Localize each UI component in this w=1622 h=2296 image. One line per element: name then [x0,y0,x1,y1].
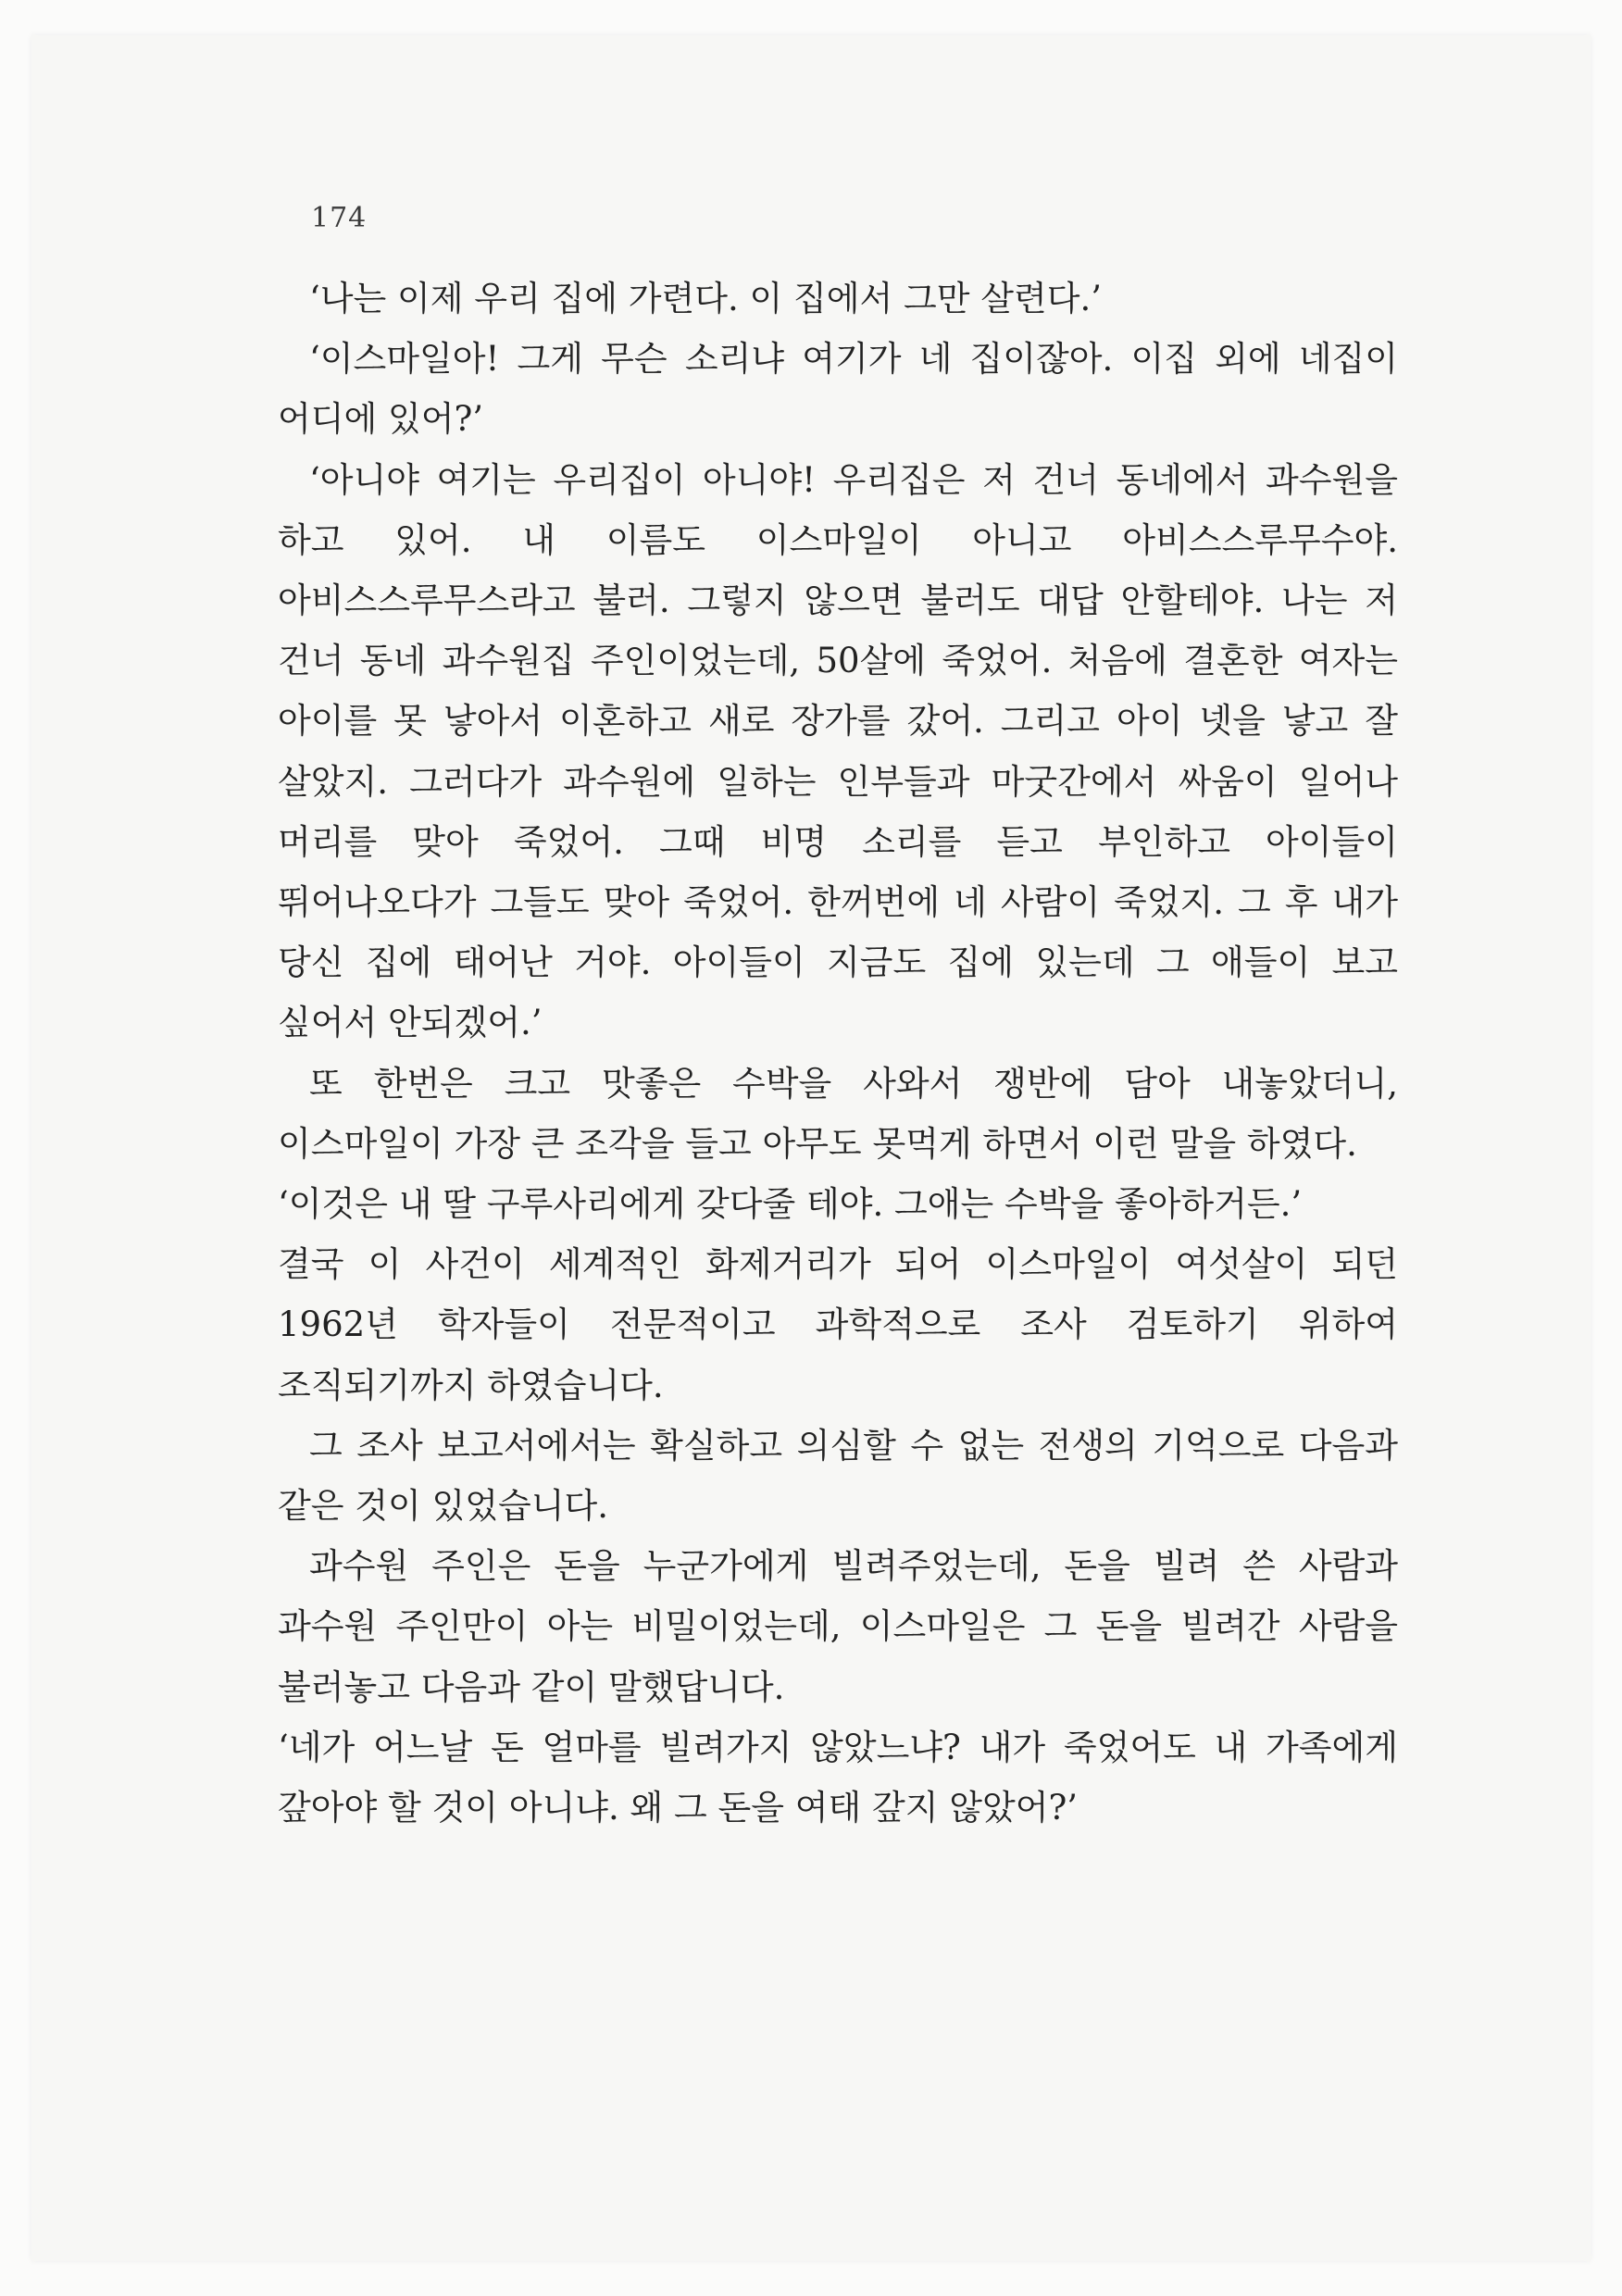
paragraph: 그 조사 보고서에서는 확실하고 의심할 수 없는 전생의 기억으로 다음과 같은 것이 있었습니다. [278,1425,1398,1527]
paragraph: 결국 이 사건이 세계적인 화제거리가 되어 이스마일이 여섯살이 되던 1962년 학자들이 전문적이고 과학적으로 조사 검토하기 위하여 조직되기까지 하였습니다. [278,1244,1398,1405]
paragraph: ‘이스마일아! 그게 무슨 소리냐 여기가 네 집이잖아. 이집 외에 네집이 어디에 있어?’ [278,339,1398,440]
paragraph: ‘이것은 내 딸 구루사리에게 갖다줄 테야. 그애는 수박을 좋아하거든.’ [278,1184,1303,1225]
body-text [278,268,1398,1838]
paragraph: 또 한번은 크고 맛좋은 수박을 사와서 쟁반에 담아 내놓았더니, 이스마일이 가장 큰 조각을 들고 아무도 못먹게 하면서 이런 말을 하였다. [278,1063,1398,1164]
paragraph: ‘네가 어느날 돈 얼마를 빌려가지 않았느냐? 내가 죽었어도 내 가족에게 갚아야 할 것이 아니냐. 왜 그 돈을 여태 갚지 않았어?’ [278,1727,1398,1828]
paragraph: 과수원 주인은 돈을 누군가에게 빌려주었는데, 돈을 빌려 쓴 사람과 과수원 주인만이 아는 비밀이었는데, 이스마일은 그 돈을 빌려간 사람을 불러놓고 다음과 같이 말했답니다. [278,1546,1398,1707]
paragraph: ‘나는 이제 우리 집에 가련다. 이 집에서 그만 살련다.’ [309,279,1102,318]
paragraph: ‘아니야 여기는 우리집이 아니야! 우리집은 저 건너 동네에서 과수원을 하고 있어. 내 이름도 이스마일이 아니고 아비스스루무수야. 아비스스루무스라고 불러. 그렇지 않으면 불러도 대답 안할테야. 나는 저 건너 동네 과수원집 주인이었는데, 50살에 죽었어. 처음에 결혼한 여자는 아이를 못 낳아서 이혼하고 새로 장가를 갔어. 그리고 아이 넷을 낳고 잘 살았지. 그러다가 과수원에 일하는 인부들과 마굿간에서 싸움이 일어나 머리를 맞아 죽었어. 그때 비명 소리를 듣고 부인하고 아이들이 뛰어나오다가 그들도 맞아 죽었어. 한꺼번에 네 사람이 죽었지. 그 후 내가 당신 집에 태어난 거야. 아이들이 지금도 집에 있는데 그 애들이 보고 싶어서 안되겠어.’ [278,459,1398,1043]
page-number: 174 [311,202,368,234]
